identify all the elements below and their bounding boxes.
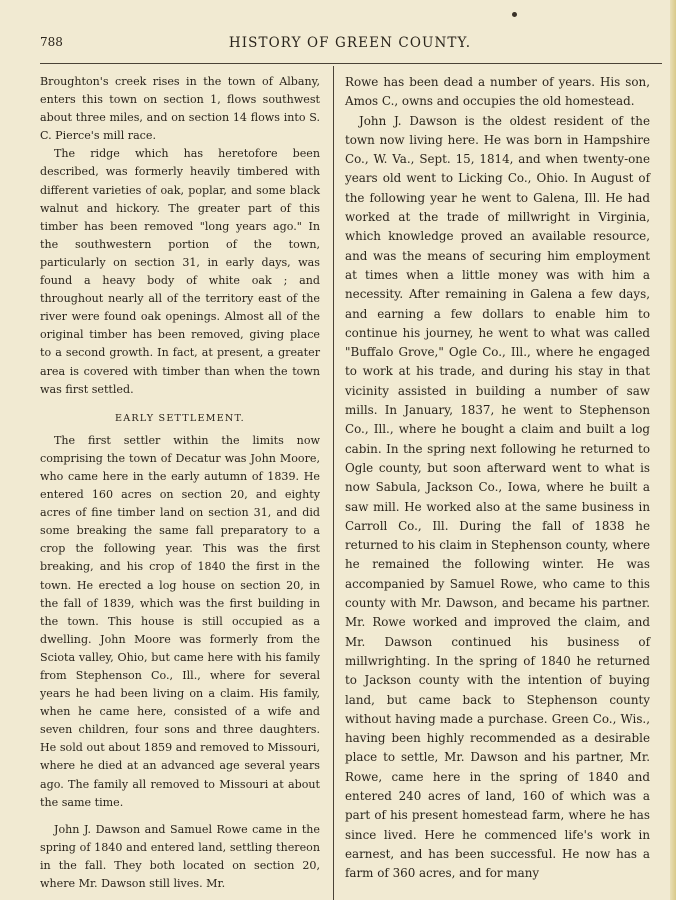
paragraph: Rowe has been dead a number of years. His son, Amos C., owns and occupies the old homestead. xyxy=(345,75,650,109)
section-subheading: EARLY SETTLEMENT. xyxy=(115,412,245,424)
ink-speck xyxy=(512,12,517,17)
paragraph: John J. Dawson is the oldest resident of the town now living here. He was born in Hampshire Co., W. Va., Sept. 15, 1814, and when twenty-one years old went to Licking Co., Ohio. In August of the following year he went to Galena, Ill. He had worked at the trade of millwright in Virginia, which knowledge proved an available resource, and was the means of securing him employment at times when a little money was with him a necessity. After remaining in Galena a few days, and earning a few dollars to enable him to continue his journey, he went to what was called "Buffalo Grove," Ogle Co., Ill., where he engaged to work at his trade, and during his stay in that vicinity assisted in building a number of saw mills. In January, 1837, he went to Stephenson Co., Ill., where he bought a claim and built a log cabin. In the spring next following he returned to Ogle county, but soon afterward went to what is now Sabula, Jackson Co., Iowa, where he built a saw mill. He worked also at the same business in Carroll Co., Ill. During the fall of 1838 he returned to his claim in Stephenson county, where he remained the following winter. He was accompanied by Samuel Rowe, who came to this county with Mr. Dawson, and became his partner. Mr. Rowe worked and improved the claim, and Mr. Dawson continued his business of millwrighting. In the spring of 1840 he returned to Jackson county with the intention of buying land, but came back to Stephenson county without having made a purchase. Green Co., Wis., having been highly recommended as a desirable place to settle, Mr. Dawson and his partner, Mr. Rowe, came here in the spring of 1840 and entered 240 acres of land, 160 of which was a part of his present homestead farm, where he has since lived. Here he commenced life's work in earnest, and has been successful. He now has a farm of 360 acres, and for many xyxy=(345,113,650,881)
page-header xyxy=(40,35,660,55)
page-number: 788 xyxy=(40,35,63,49)
column-divider xyxy=(333,66,334,900)
paragraph: Broughton's creek rises in the town of Albany, enters this town on section 1, flows southwest about three miles, and on section 14 flows into S. C. Pierce's mill race. xyxy=(40,75,320,143)
paragraph: The first settler within the limits now comprising the town of Decatur was John Moore, who came here in the early autumn of 1839. He entered 160 acres on section 20, and eighty acres of fine timber land on section 31, and did some breaking the same fall preparatory to a crop the following year. This was the first breaking, and his crop of 1840 the first in the town. He erected a log house on section 20, in the fall of 1839, which was the first building in the town. This house is still occupied as a dwelling. John Moore was formerly from the Sciota valley, Ohio, but came here with his family from Stephenson Co., Ill., where for several years he had been living on a claim. His family, when he came here, consisted of a wife and seven children, four sons and three daughters. He sold out about 1859 and removed to Missouri, where he died at an advanced age several years ago. The family all removed to Missouri at about the same time. xyxy=(40,433,320,809)
paragraph: John J. Dawson and Samuel Rowe came in the spring of 1840 and entered land, settling thereon in the fall. They both located on section 20, where Mr. Dawson still lives. Mr. xyxy=(40,822,320,891)
paragraph: The ridge which has heretofore been described, was formerly heavily timbered with different varieties of oak, poplar, and some black walnut and hickory. The greater part of this timber has been removed "long years ago." In the southwestern portion of the town, particularly on section 31, in early days, was found a heavy body of white oak ; and throughout nearly all of the territory east of the river were found oak openings. Almost all of the original timber has been removed, giving place to a second growth. In fact, at present, a greater area is covered with timber than when the town was first settled. xyxy=(40,147,320,396)
running-title: HISTORY OF GREEN COUNTY. xyxy=(228,35,472,51)
page-edge-shadow xyxy=(670,0,676,900)
right-column xyxy=(345,73,650,883)
header-rule xyxy=(40,63,662,64)
left-column xyxy=(40,73,320,893)
